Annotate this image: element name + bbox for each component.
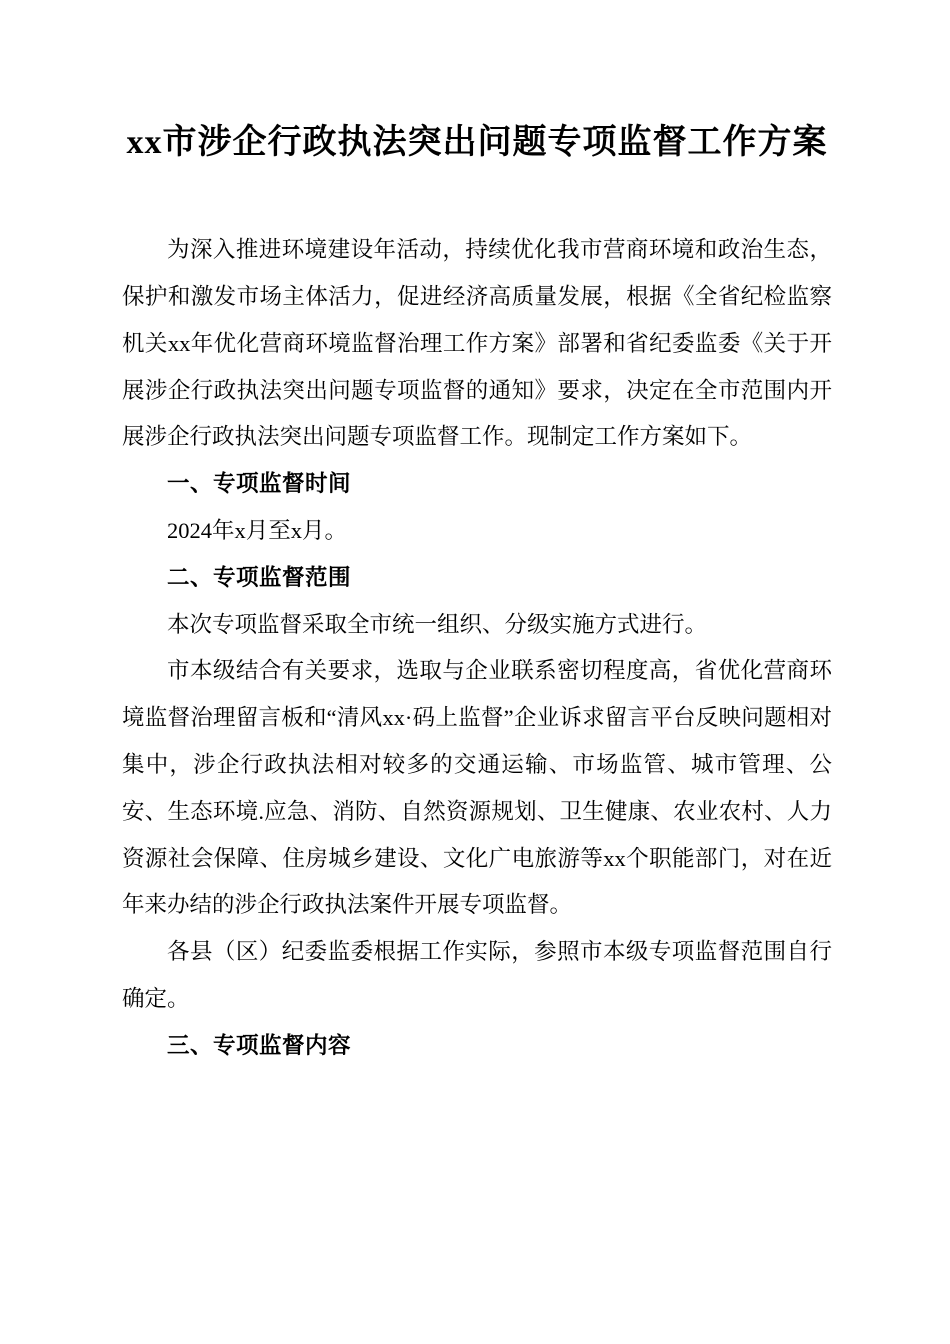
document-title: xx市涉企行政执法突出问题专项监督工作方案 xyxy=(126,124,828,161)
section-heading-2: 二、专项监督范围 xyxy=(167,564,352,590)
section-heading-3: 三、专项监督内容 xyxy=(167,1032,352,1058)
document-body xyxy=(122,227,832,1069)
paragraph-time: 2024年x月至x月。 xyxy=(167,518,348,544)
paragraph-intro: 为深入推进环境建设年活动，持续优化我市营商环境和政治生态，保护和激发市场主体活力，促进经济高质量发展，根据《全省纪检监察机关xx年优化营商环境监督治理工作方案》部署和省纪委监委《关于开展涉企行政执法突出问题专项监督的通知》要求，决定在全市范围内开展涉企行政执法突出问题专项监督工作。现制定工作方案如下。 xyxy=(122,237,832,450)
section-heading-1: 一、专项监督时间 xyxy=(167,471,352,497)
paragraph-scope-3: 各县（区）纪委监委根据工作实际，参照市本级专项监督范围自行确定。 xyxy=(122,939,832,1012)
paragraph-scope-1: 本次专项监督采取全市统一组织、分级实施方式进行。 xyxy=(167,611,708,637)
paragraph-scope-2: 市本级结合有关要求，选取与企业联系密切程度高，省优化营商环境监督治理留言板和“清风xx·码上监督”企业诉求留言平台反映问题相对集中，涉企行政执法相对较多的交通运输、市场监管、城市管理、公安、生态环境.应急、消防、自然资源规划、卫生健康、农业农村、人力资源社会保障、住房城乡建设、文化广电旅游等xx个职能部门，对在近年来办结的涉企行政执法案件开展专项监督。 xyxy=(122,658,832,918)
